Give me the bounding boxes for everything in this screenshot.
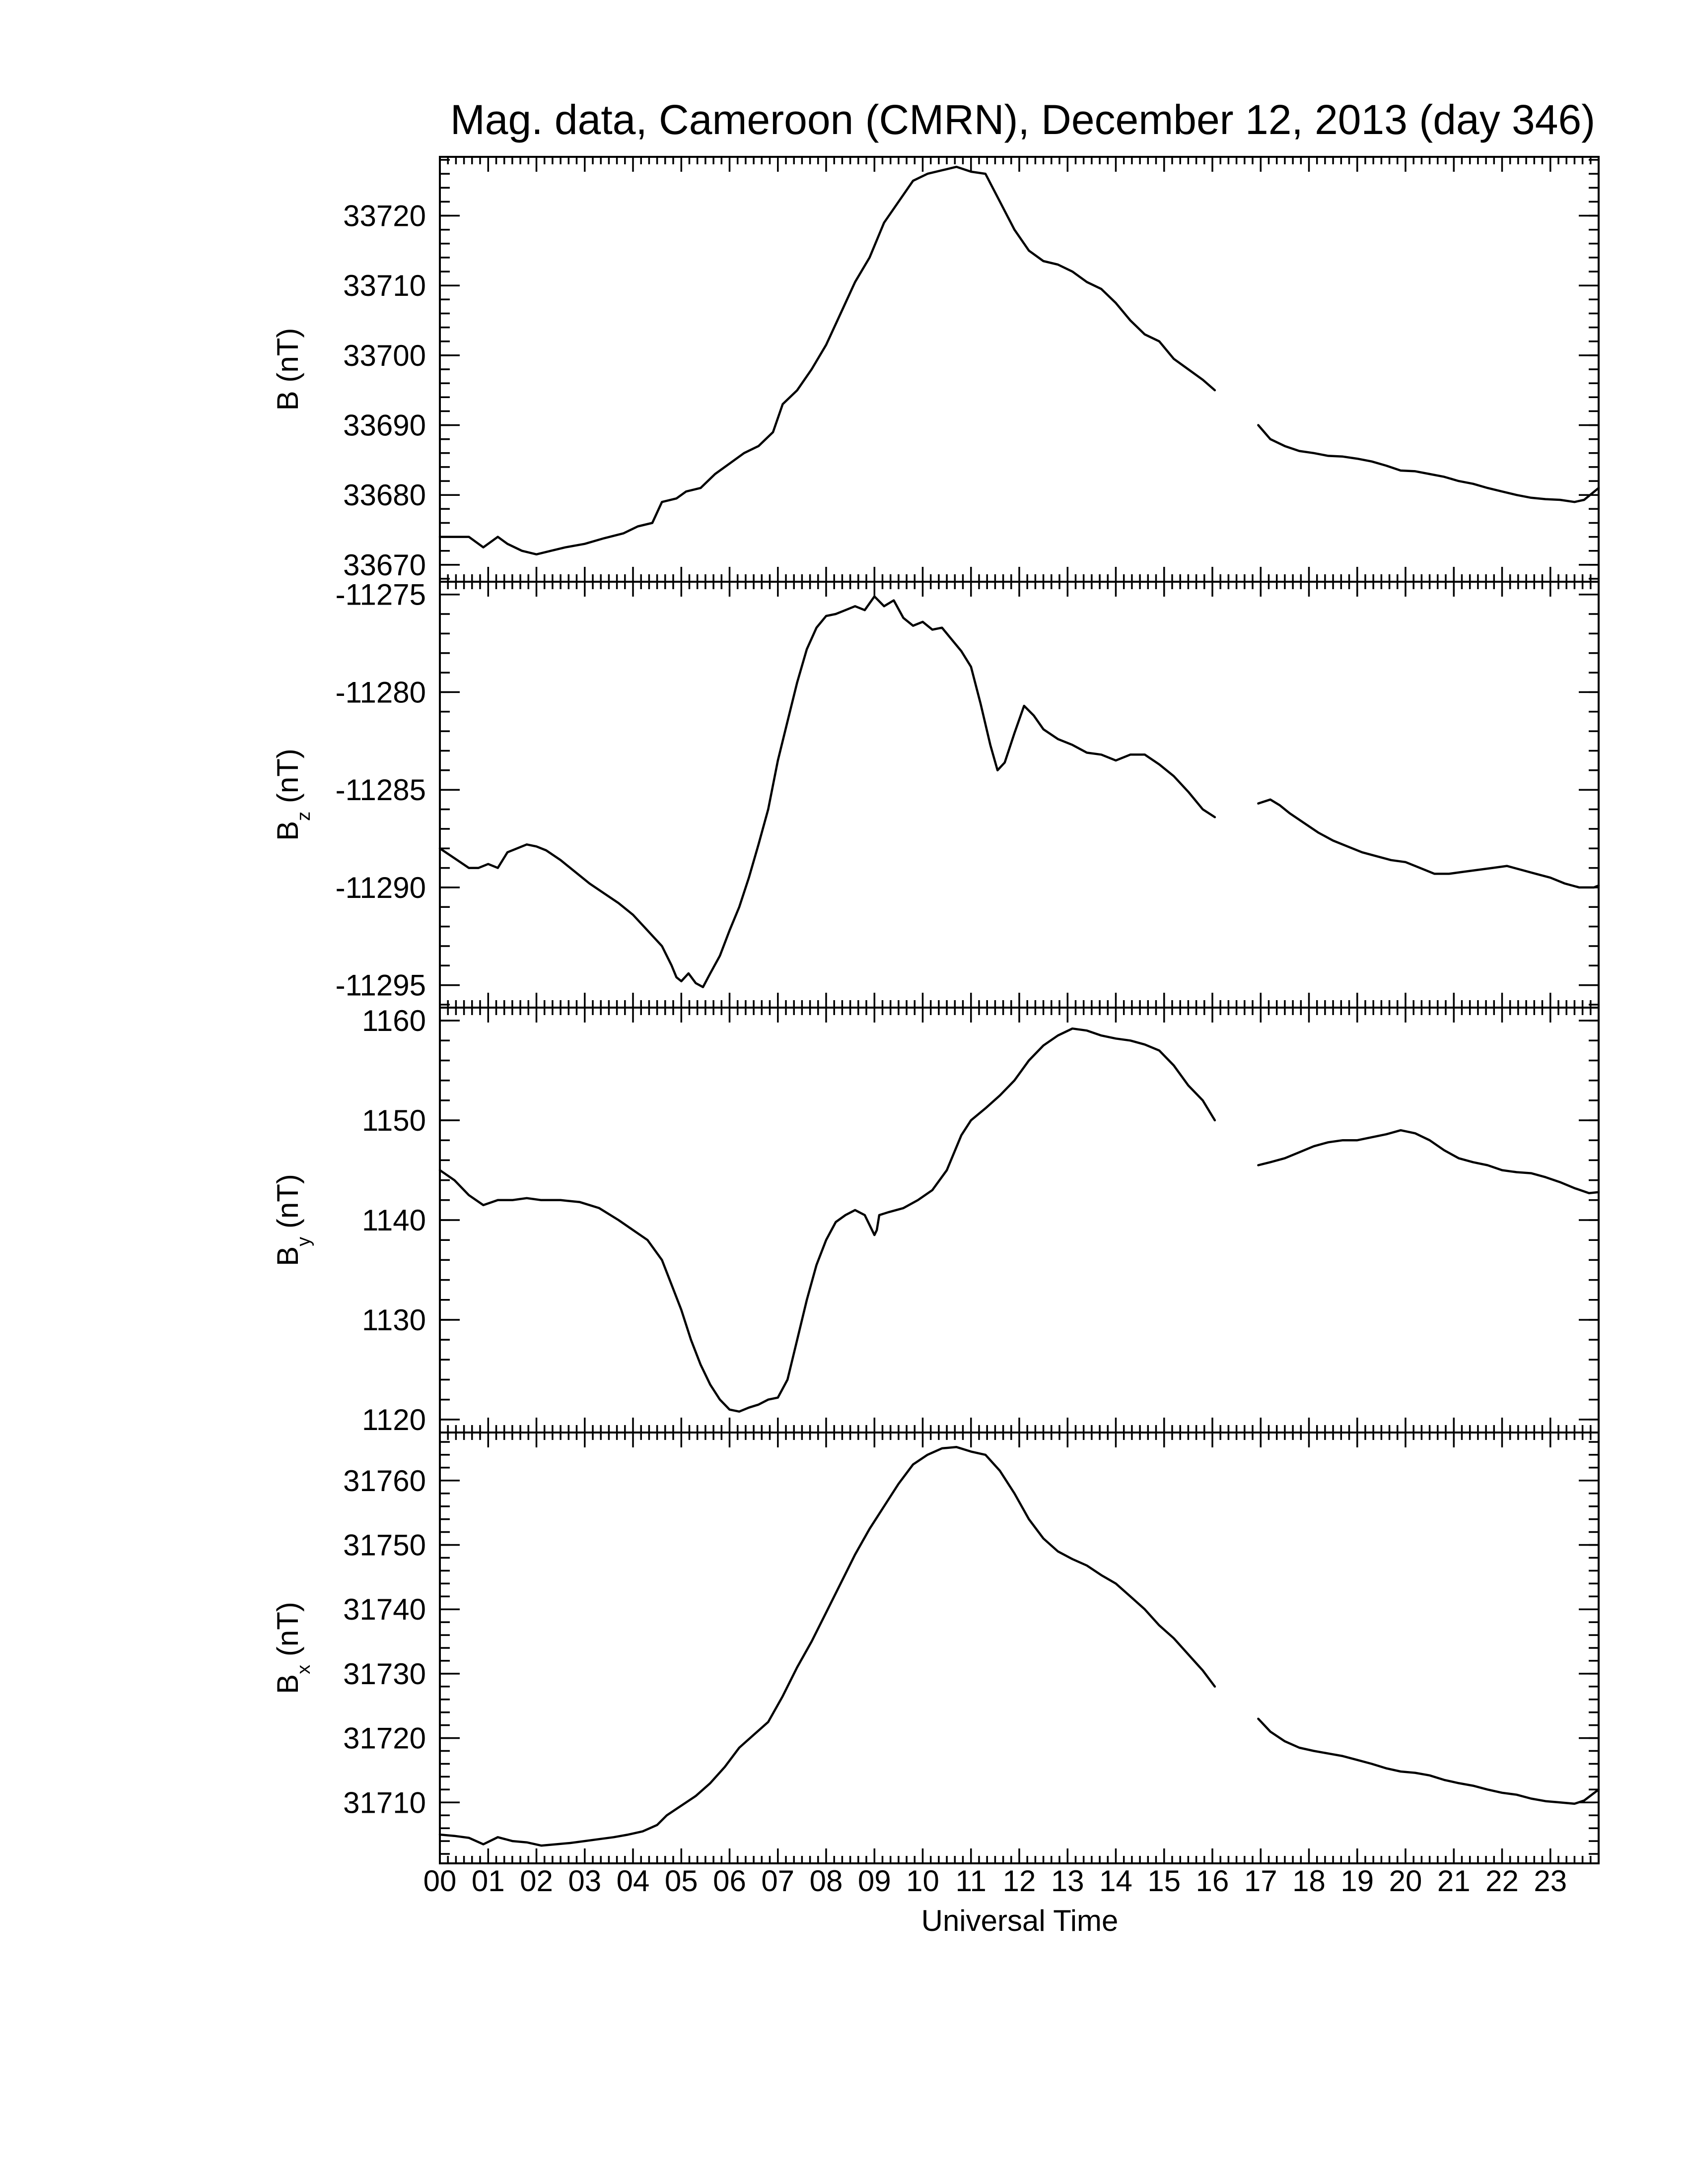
x-axis-label: Universal Time <box>921 1904 1119 1937</box>
x-tick-label: 01 <box>471 1864 505 1898</box>
panel-Bx <box>271 1433 1599 1863</box>
y-tick-label: 33710 <box>343 269 426 303</box>
y-axis-label-By <box>271 1174 314 1266</box>
y-tick-label: 33670 <box>343 548 426 582</box>
y-tick-label: -11280 <box>335 676 426 709</box>
x-tick-label: 12 <box>1002 1864 1036 1898</box>
series-line-Bx-1 <box>440 1447 1215 1845</box>
series-line-Bz-2 <box>1258 800 1599 887</box>
y-tick-label: -11295 <box>335 968 426 1002</box>
panel-frame-B <box>440 157 1599 582</box>
y-axis-label-main: B <box>271 1674 304 1694</box>
y-axis-label-main: B <box>271 820 304 841</box>
y-tick-label: 31740 <box>343 1593 426 1627</box>
x-tick-label: 10 <box>906 1864 939 1898</box>
x-tick-label: 21 <box>1437 1864 1471 1898</box>
y-axis-label-sub: z <box>293 811 314 821</box>
y-tick-label: 33700 <box>343 339 426 372</box>
x-tick-label: 23 <box>1534 1864 1567 1898</box>
y-tick-label: 33720 <box>343 199 426 233</box>
x-tick-label: 22 <box>1485 1864 1519 1898</box>
panel-Bz <box>271 578 1599 1008</box>
y-axis-label-Bz <box>271 749 314 841</box>
y-tick-label: 31760 <box>343 1464 426 1498</box>
x-tick-label: 17 <box>1244 1864 1277 1898</box>
x-tick-label: 16 <box>1196 1864 1229 1898</box>
panel-By <box>271 1004 1599 1436</box>
x-tick-label: 07 <box>761 1864 795 1898</box>
y-tick-label: -11285 <box>335 773 426 807</box>
panel-frame-Bx <box>440 1433 1599 1863</box>
y-tick-label: 31730 <box>343 1657 426 1691</box>
y-axis-label-unit: (nT) <box>271 328 304 391</box>
x-tick-label: 02 <box>520 1864 553 1898</box>
y-tick-label: -11275 <box>335 578 426 612</box>
y-axis-label-unit: (nT) <box>271 1602 304 1665</box>
y-tick-label: 1160 <box>361 1004 426 1038</box>
series-line-B-1 <box>440 167 1215 554</box>
x-tick-label: 15 <box>1147 1864 1181 1898</box>
y-axis-label-main: B <box>271 391 304 411</box>
x-tick-label: 11 <box>955 1864 986 1898</box>
x-tick-label: 13 <box>1051 1864 1084 1898</box>
x-tick-label: 06 <box>713 1864 746 1898</box>
y-axis-label-sub: x <box>293 1664 314 1674</box>
y-axis-label-sub: y <box>293 1236 314 1246</box>
y-tick-label: 31710 <box>343 1786 426 1820</box>
x-tick-label: 05 <box>664 1864 698 1898</box>
y-tick-label: 1140 <box>361 1204 426 1237</box>
panel-frame-By <box>440 1008 1599 1433</box>
y-tick-label: 33690 <box>343 409 426 442</box>
x-tick-label: 09 <box>857 1864 891 1898</box>
panel-frame-Bz <box>440 582 1599 1008</box>
y-tick-label: 1130 <box>361 1303 426 1337</box>
series-line-Bx-2 <box>1258 1719 1599 1804</box>
x-tick-label: 03 <box>568 1864 602 1898</box>
x-tick-label: 08 <box>809 1864 843 1898</box>
series-line-By-2 <box>1258 1130 1599 1193</box>
x-tick-label: 19 <box>1340 1864 1374 1898</box>
chart-title: Mag. data, Cameroon (CMRN), December 12, 2013 (day 346) <box>450 96 1596 143</box>
y-axis-label-unit: (nT) <box>271 749 304 812</box>
panels-group <box>271 157 1599 1863</box>
x-tick-label: 14 <box>1099 1864 1132 1898</box>
series-line-B-2 <box>1258 425 1599 502</box>
y-tick-label: 31720 <box>343 1721 426 1755</box>
x-tick-label: 18 <box>1292 1864 1326 1898</box>
y-axis-label-Bx <box>271 1602 314 1694</box>
x-tick-label: 00 <box>423 1864 457 1898</box>
series-line-Bz-1 <box>440 597 1215 987</box>
panel-B <box>271 157 1599 582</box>
y-axis-label-unit: (nT) <box>271 1174 304 1237</box>
y-axis-label-B <box>271 328 304 411</box>
series-line-By-1 <box>440 1028 1215 1412</box>
x-tick-labels <box>423 1864 1567 1898</box>
y-axis-label-main: B <box>271 1246 304 1266</box>
y-tick-label: 1150 <box>361 1104 426 1137</box>
x-tick-label: 04 <box>616 1864 650 1898</box>
y-tick-label: 33680 <box>343 478 426 512</box>
x-tick-label: 20 <box>1389 1864 1422 1898</box>
y-tick-label: 1120 <box>361 1403 426 1436</box>
y-tick-label: 31750 <box>343 1528 426 1562</box>
y-tick-label: -11290 <box>335 871 426 904</box>
